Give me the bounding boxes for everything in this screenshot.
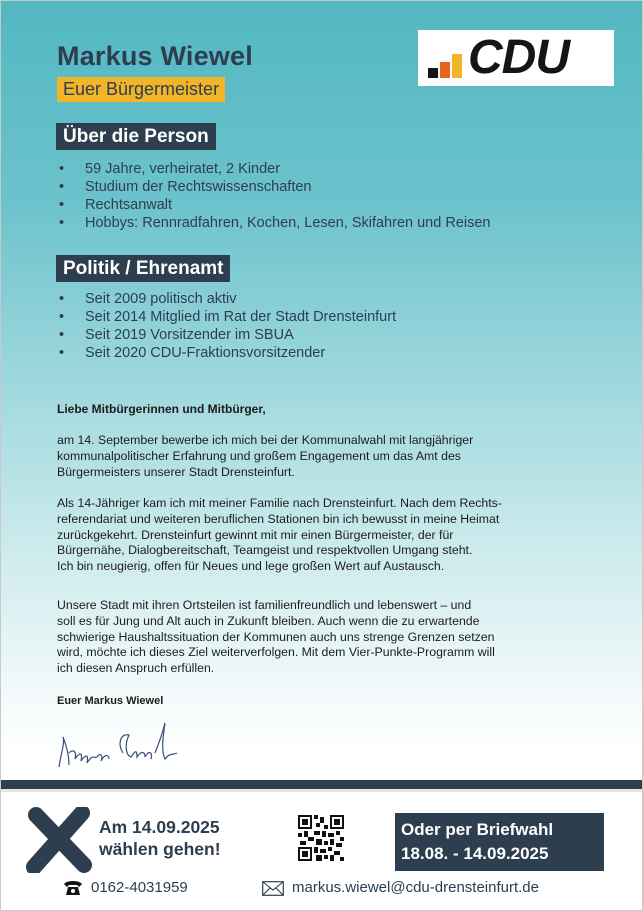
list-item: • 59 Jahre, verheiratet, 2 Kinder	[59, 161, 281, 177]
letter-paragraph-2: Als 14-Jähriger kam ich mit meiner Familie nach Drensteinfurt. Nach dem Rechts- referendariat und weiteren beruflichen Stationen bin ich bewusst in meine Heimat zurückgekehrt. Drensteinfurt gewinnt mit mir einen Bürgermeister, der für Bürgernähe, Dialogbereitschaft, Teamgeist und respektvollen Umgang steht. Ich bin neugierig, offen für Neues und lege großen Wert auf Austausch.	[57, 496, 502, 574]
list-item: • Seit 2019 Vorsitzender im SBUA	[59, 327, 294, 343]
letter-salutation: Liebe Mitbürgerinnen und Mitbürger,	[57, 402, 266, 416]
envelope-icon	[262, 881, 284, 896]
cdu-logo-bars-icon	[428, 48, 464, 78]
vote-reminder: Am 14.09.2025 wählen gehen!	[99, 817, 221, 859]
list-item: • Hobbys: Rennradfahren, Kochen, Lesen, Skifahren und Reisen	[59, 215, 491, 231]
postal-vote-box: Oder per Briefwahl 18.08. - 14.09.2025	[395, 813, 604, 871]
person-list	[57, 160, 490, 232]
cdu-logo	[418, 30, 614, 86]
list-item: • Studium der Rechtswissenschaften	[59, 179, 312, 195]
footer-divider	[1, 780, 642, 789]
politics-heading: Politik / Ehrenamt	[56, 255, 230, 282]
qr-code-icon[interactable]	[298, 815, 344, 861]
letter-paragraph-3: Unsere Stadt mit ihren Ortsteilen ist familienfreundlich und lebenswert – und soll es für Jung und Alt auch in Zukunft bleiben. Auch wenn die zu erwartende schwierige Haushaltssituation der Kommunen auch uns strenge Grenzen setzen wird, möchte ich dieses Ziel weiterverfolgen. Mit dem Vier-Punkte-Programm will ich diesen Anspruch erfüllen.	[57, 598, 495, 676]
letter-paragraph-1: am 14. September bewerbe ich mich bei der Kommunalwahl mit langjähriger kommunalpolitischer Erfahrung und großem Engagement um das Amt des Bürgermeisters unserer Stadt Drensteinfurt.	[57, 433, 474, 479]
list-item: • Seit 2009 politisch aktiv	[59, 291, 237, 307]
telephone-icon	[63, 880, 83, 896]
list-item: • Seit 2014 Mitglied im Rat der Stadt Drensteinfurt	[59, 309, 397, 325]
politics-list	[57, 290, 396, 362]
email-contact[interactable]	[262, 878, 539, 898]
letter-signoff: Euer Markus Wiewel	[57, 695, 164, 707]
phone-number[interactable]: 0162-4031959	[91, 879, 188, 896]
handwritten-signature	[51, 713, 191, 775]
candidate-name: Markus Wiewel	[57, 41, 253, 71]
cdu-logo-text: CDU	[468, 31, 569, 84]
list-item: • Seit 2020 CDU-Fraktionsvorsitzender	[59, 345, 326, 361]
cross-mark-icon	[26, 807, 92, 873]
person-heading: Über die Person	[56, 123, 216, 150]
candidate-role-badge: Euer Bürgermeister	[57, 77, 225, 102]
list-item: • Rechtsanwalt	[59, 197, 173, 213]
phone-contact[interactable]	[63, 878, 188, 898]
footer-divider-shadow	[1, 789, 642, 792]
email-address[interactable]: markus.wiewel@cdu-drensteinfurt.de	[292, 879, 539, 896]
